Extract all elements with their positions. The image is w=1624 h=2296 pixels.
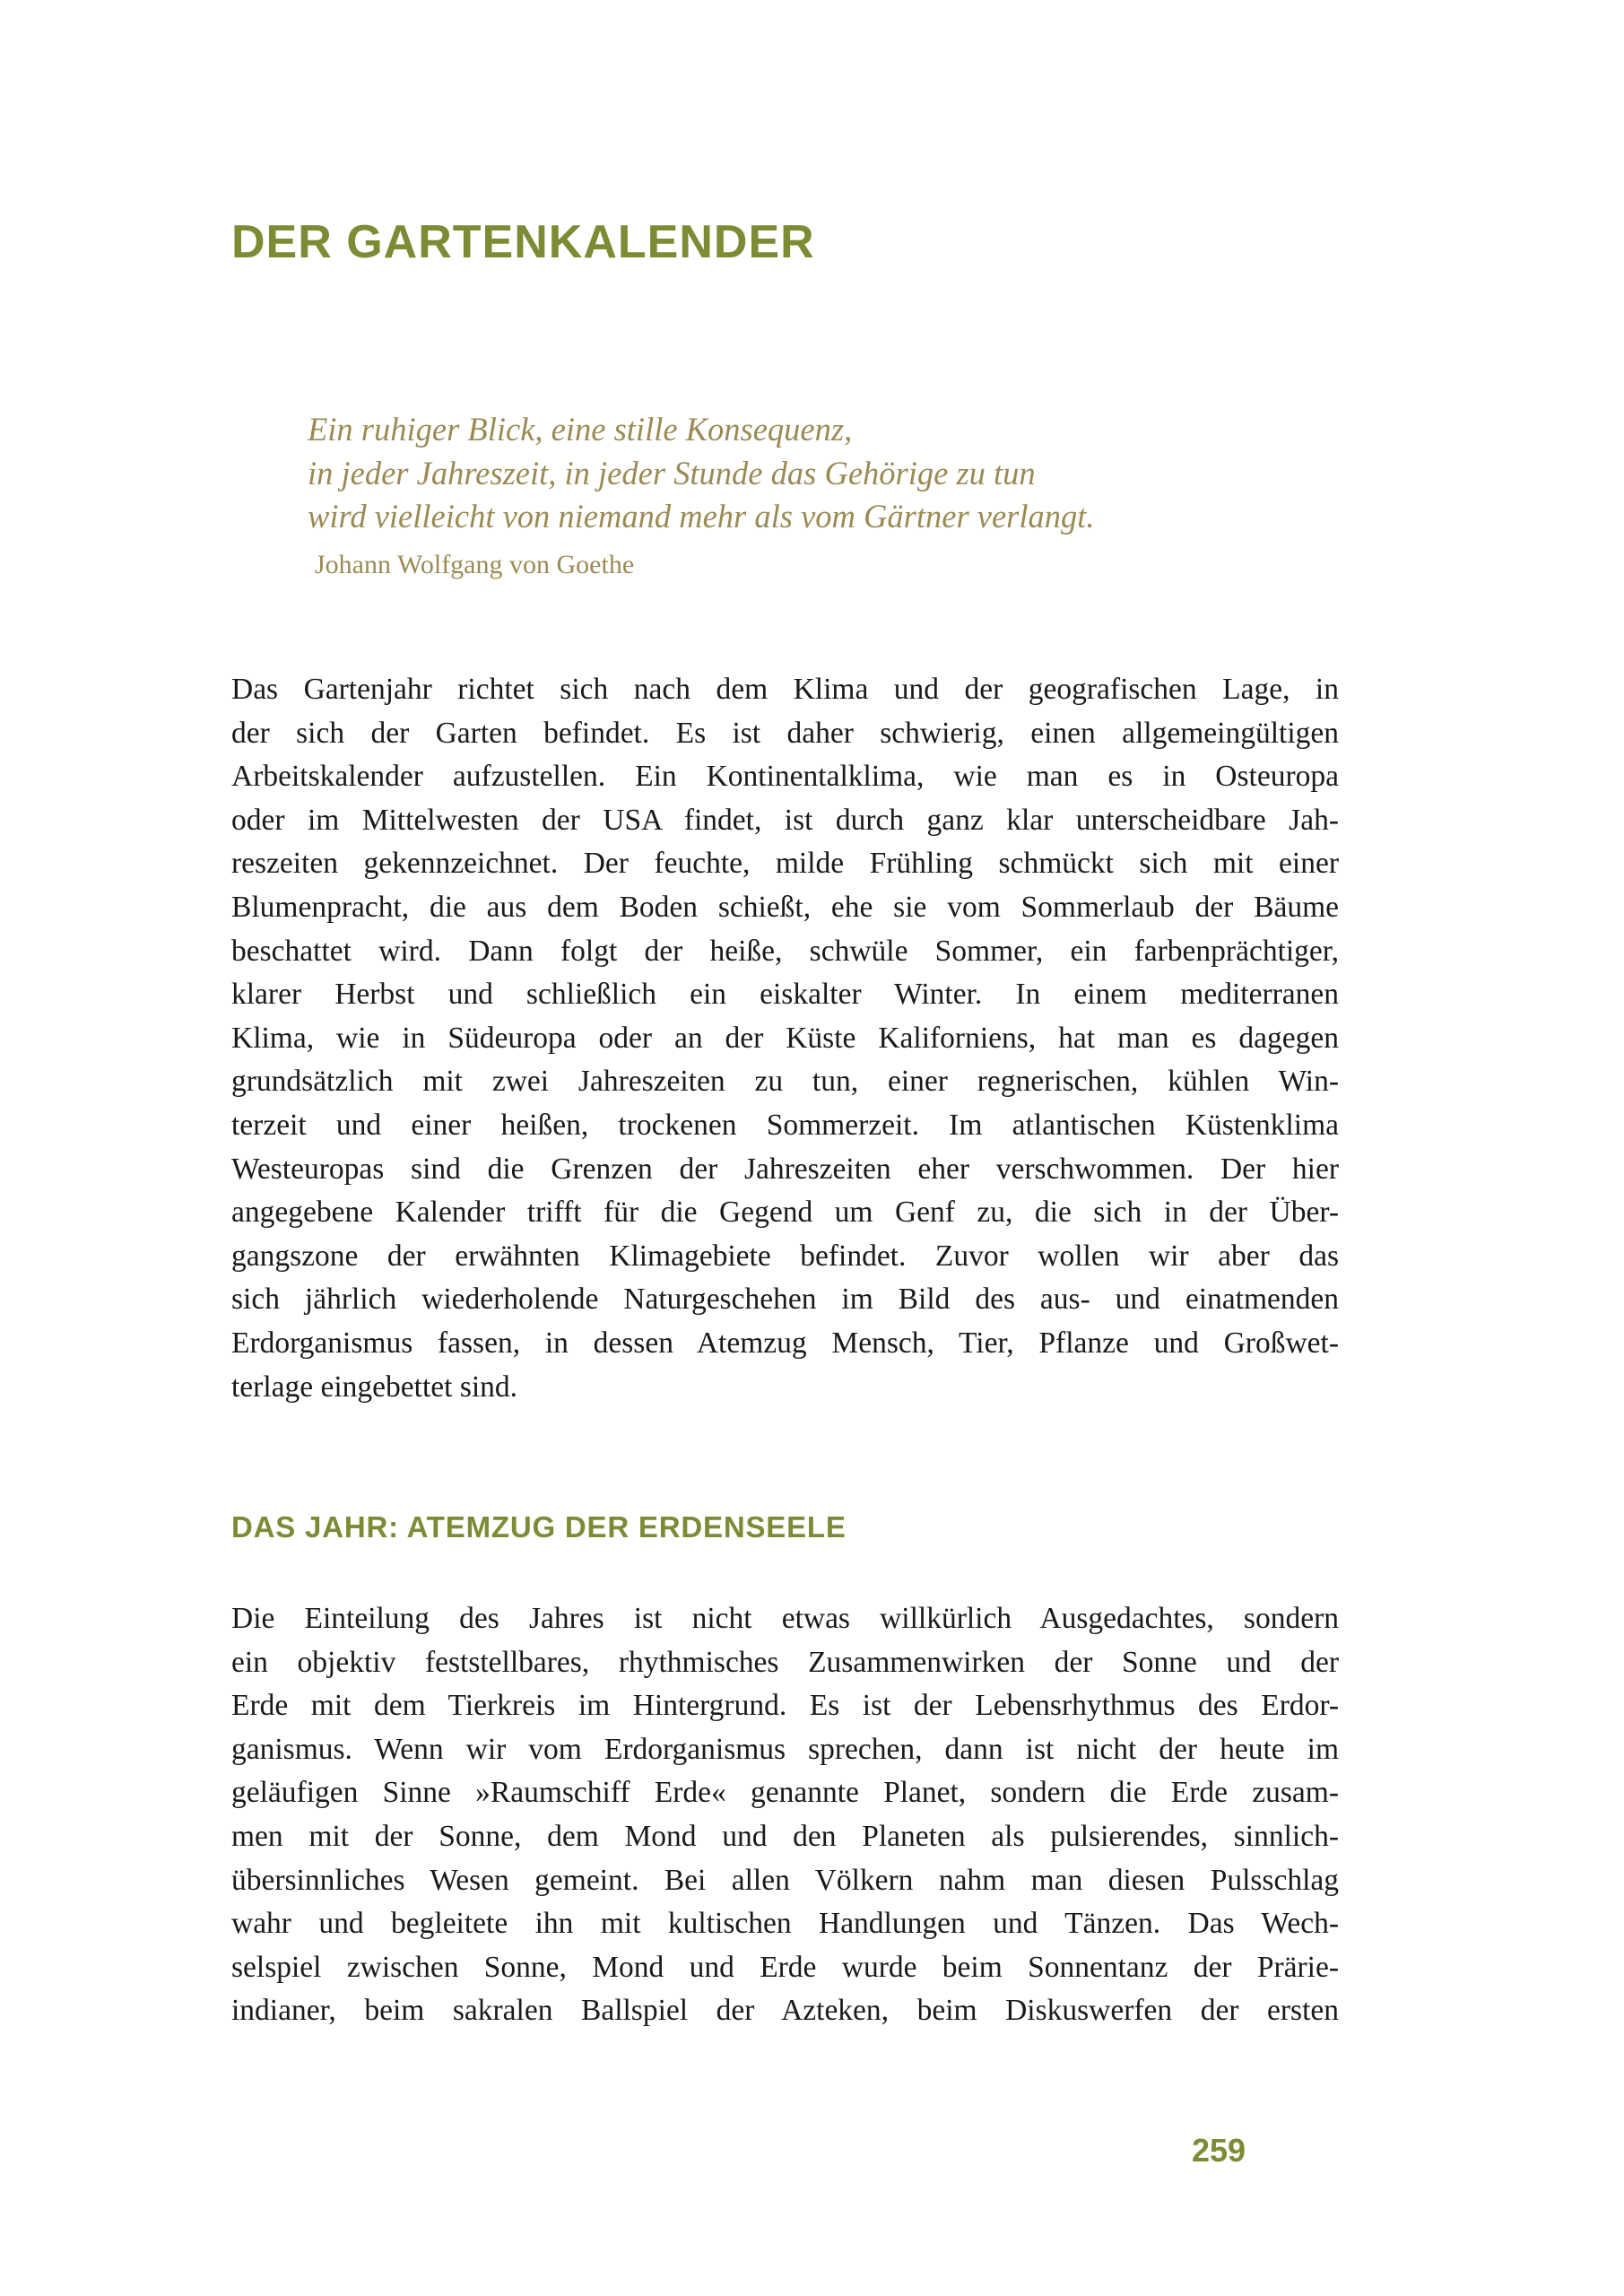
text-line: selspiel zwischen Sonne, Mond und Erde wurde beim Sonnentanz der Prärie- xyxy=(231,1950,1339,1984)
text-line: der sich der Garten befindet. Es ist daher schwierig, einen allgemeingültigen xyxy=(231,716,1339,750)
text-line: grundsätzlich mit zwei Jahreszeiten zu tun, einer regnerischen, kühlen Win- xyxy=(231,1065,1339,1099)
epigraph-line: wird vielleicht von niemand mehr als vom Gärtner verlangt. xyxy=(308,498,1095,535)
text-line: angegebene Kalender trifft für die Gegend um Genf zu, die sich in der Über- xyxy=(231,1196,1339,1230)
text-line: beschattet wird. Dann folgt der heiße, schwüle Sommer, ein farbenprächtiger, xyxy=(231,934,1339,968)
text-line: Westeuropas sind die Grenzen der Jahreszeiten eher verschwommen. Der hier xyxy=(231,1152,1339,1186)
epigraph-line: in jeder Jahreszeit, in jeder Stunde das Gehörige zu tun xyxy=(308,454,1036,491)
text-line: Das Gartenjahr richtet sich nach dem Klima und der geografischen Lage, in xyxy=(231,673,1339,706)
text-line: terlage eingebettet sind. xyxy=(231,1370,518,1404)
text-line: ein objektiv feststellbares, rhythmisches Zusammenwirken der Sonne und der xyxy=(231,1645,1339,1679)
page-number: 259 xyxy=(1192,2132,1246,2169)
epigraph xyxy=(308,408,1294,583)
section-heading: DAS JAHR: ATEMZUG DER ERDENSEELE xyxy=(231,1510,847,1544)
text-line: reszeiten gekennzeichnet. Der feuchte, milde Frühling schmückt sich mit einer xyxy=(231,847,1339,881)
text-line: Arbeitskalender aufzustellen. Ein Kontinentalklima, wie man es in Osteuropa xyxy=(231,760,1339,794)
text-line: indianer, beim sakralen Ballspiel der Azteken, beim Diskuswerfen der ersten xyxy=(231,1994,1339,2028)
text-line: klarer Herbst und schließlich ein eiskalter Winter. In einem mediterranen xyxy=(231,978,1339,1012)
text-line: übersinnliches Wesen gemeint. Bei allen Völkern nahm man diesen Pulsschlag xyxy=(231,1863,1339,1897)
text-line: terzeit und einer heißen, trockenen Sommerzeit. Im atlantischen Küstenklima xyxy=(231,1108,1339,1142)
text-line: geläufigen Sinne »Raumschiff Erde« genannte Planet, sondern die Erde zusam- xyxy=(231,1776,1339,1810)
text-line: sich jährlich wiederholende Naturgeschehen im Bild des aus- und einatmenden xyxy=(231,1283,1339,1317)
text-line: Blumenpracht, die aus dem Boden schießt, ehe sie vom Sommerlaub der Bäume xyxy=(231,890,1339,924)
text-line: men mit der Sonne, dem Mond und den Planeten als pulsierendes, sinnlich- xyxy=(231,1819,1339,1853)
epigraph-author: Johann Wolfgang von Goethe xyxy=(315,549,635,579)
chapter-title: DER GARTENKALENDER xyxy=(231,216,815,268)
text-line: ganismus. Wenn wir vom Erdorganismus sprechen, dann ist nicht der heute im xyxy=(231,1732,1339,1766)
text-line: wahr und begleitete ihn mit kultischen Handlungen und Tänzen. Das Wech- xyxy=(231,1907,1339,1941)
text-line: Erde mit dem Tierkreis im Hintergrund. Es ist der Lebensrhythmus des Erdor- xyxy=(231,1689,1339,1723)
text-line: Die Einteilung des Jahres ist nicht etwas willkürlich Ausgedachtes, sondern xyxy=(231,1602,1339,1635)
text-line: Klima, wie in Südeuropa oder an der Küste Kaliforniens, hat man es dagegen xyxy=(231,1021,1339,1055)
text-line: Erdorganismus fassen, in dessen Atemzug Mensch, Tier, Pflanze und Großwet- xyxy=(231,1326,1339,1360)
section-paragraph xyxy=(231,1597,1339,2033)
text-line: gangszone der erwähnten Klimagebiete befindet. Zuvor wollen wir aber das xyxy=(231,1239,1339,1273)
epigraph-line: Ein ruhiger Blick, eine stille Konsequenz, xyxy=(308,411,853,448)
intro-paragraph xyxy=(231,668,1339,1409)
text-line: oder im Mittelwesten der USA findet, ist durch ganz klar unterscheidbare Jah- xyxy=(231,803,1339,837)
